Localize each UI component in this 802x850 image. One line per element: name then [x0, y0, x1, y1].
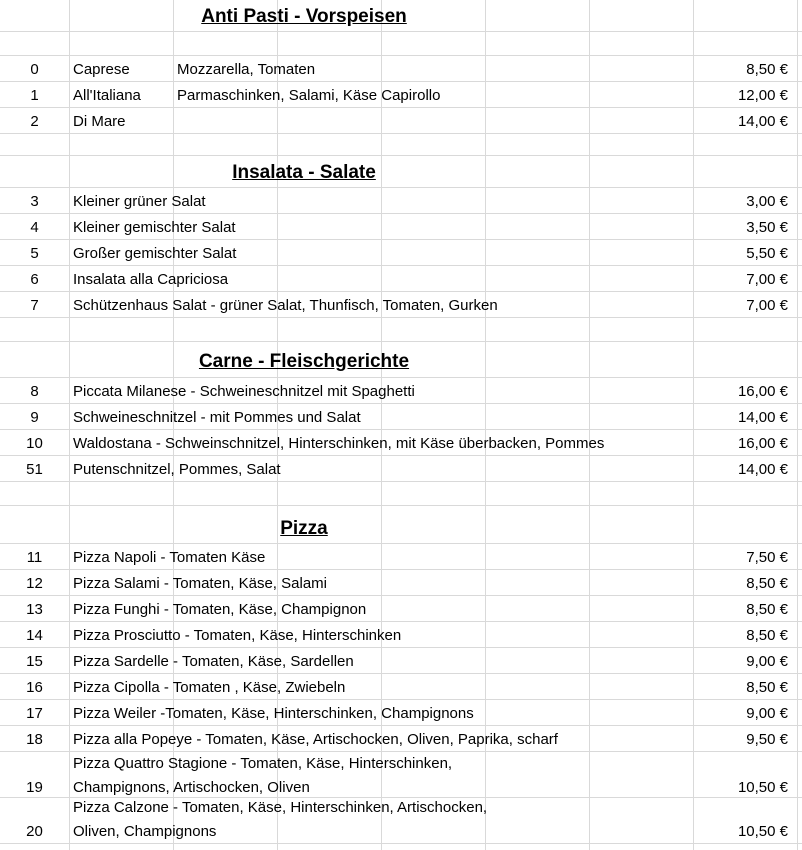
- item-price: 7,00 €: [746, 297, 788, 314]
- table-row: [0, 544, 802, 570]
- item-price: 10,50 €: [737, 779, 788, 796]
- item-price: 16,00 €: [737, 435, 788, 452]
- table-row: [0, 798, 802, 844]
- table-row: [0, 456, 802, 482]
- item-price: 3,50 €: [746, 219, 788, 236]
- item-description: Mozzarella, Tomaten: [177, 61, 316, 78]
- item-name: Pizza alla Popeye - Tomaten, Käse, Artischocken, Oliven, Paprika, scharf: [73, 731, 558, 748]
- item-price: 7,50 €: [746, 549, 788, 566]
- item-number: 3: [30, 193, 39, 210]
- table-row: [0, 82, 802, 108]
- table-row: [0, 188, 802, 214]
- item-number: 4: [30, 219, 39, 236]
- item-number: 15: [26, 653, 43, 670]
- item-name: Di Mare: [73, 113, 126, 130]
- item-name: Pizza Cipolla - Tomaten , Käse, Zwiebeln: [73, 679, 346, 696]
- section-title: Carne - Fleischgerichte: [198, 351, 410, 372]
- item-number: 11: [26, 549, 43, 566]
- table-row: [0, 596, 802, 622]
- item-name: Caprese: [73, 61, 130, 78]
- table-row: [0, 726, 802, 752]
- table-row: [0, 214, 802, 240]
- table-row: [0, 378, 802, 404]
- table-row: [0, 700, 802, 726]
- item-price: 14,00 €: [737, 113, 788, 130]
- item-number: 19: [26, 779, 43, 796]
- item-price: 12,00 €: [737, 87, 788, 104]
- empty-row: [0, 482, 802, 506]
- table-row: [0, 648, 802, 674]
- item-number: 51: [26, 461, 43, 478]
- section-heading-row: [0, 506, 802, 544]
- empty-row: [0, 134, 802, 156]
- item-name: Pizza Sardelle - Tomaten, Käse, Sardellen: [73, 653, 354, 670]
- item-name: Pizza Quattro Stagione - Tomaten, Käse, Hinterschinken,: [73, 755, 453, 772]
- section-heading-row: [0, 156, 802, 188]
- item-name: Piccata Milanese - Schweineschnitzel mit Spaghetti: [73, 383, 415, 400]
- item-number: 18: [26, 731, 43, 748]
- item-name: Pizza Prosciutto - Tomaten, Käse, Hinterschinken: [73, 627, 402, 644]
- section-heading-row: [0, 342, 802, 378]
- item-description: Parmaschinken, Salami, Käse Capirollo: [177, 87, 441, 104]
- item-price: 9,00 €: [746, 705, 788, 722]
- section-heading-row: [0, 0, 802, 32]
- item-name: Pizza Salami - Tomaten, Käse, Salami: [73, 575, 327, 592]
- item-name: Schützenhaus Salat - grüner Salat, Thunfisch, Tomaten, Gurken: [73, 297, 498, 314]
- item-price: 8,50 €: [746, 61, 788, 78]
- table-row: [0, 108, 802, 134]
- empty-row: [0, 318, 802, 342]
- item-price: 14,00 €: [737, 409, 788, 426]
- item-name: Kleiner gemischter Salat: [73, 219, 236, 236]
- table-row: [0, 752, 802, 798]
- item-price: 8,50 €: [746, 679, 788, 696]
- item-name: Pizza Calzone - Tomaten, Käse, Hinterschinken, Artischocken,: [73, 799, 488, 816]
- table-row: [0, 622, 802, 648]
- table-row: [0, 240, 802, 266]
- item-name: Pizza Weiler -Tomaten, Käse, Hinterschinken, Champignons: [73, 705, 474, 722]
- item-price: 3,00 €: [746, 193, 788, 210]
- item-number: 10: [26, 435, 43, 452]
- item-price: 14,00 €: [737, 461, 788, 478]
- item-price: 8,50 €: [746, 575, 788, 592]
- item-number: 8: [30, 383, 39, 400]
- item-name: Pizza Napoli - Tomaten Käse: [73, 549, 266, 566]
- item-price: 5,50 €: [746, 245, 788, 262]
- item-price: 9,50 €: [746, 731, 788, 748]
- item-number: 17: [26, 705, 43, 722]
- item-number: 14: [26, 627, 43, 644]
- table-row: [0, 56, 802, 82]
- item-name: Pizza Funghi - Tomaten, Käse, Champignon: [73, 601, 367, 618]
- item-price: 7,00 €: [746, 271, 788, 288]
- item-number: 9: [30, 409, 39, 426]
- table-row: [0, 570, 802, 596]
- item-number: 16: [26, 679, 43, 696]
- item-name-continued: Champignons, Artischocken, Oliven: [73, 779, 310, 796]
- table-row: [0, 266, 802, 292]
- item-number: 2: [30, 113, 39, 130]
- section-title: Anti Pasti - Vorspeisen: [201, 6, 407, 27]
- item-price: 9,00 €: [746, 653, 788, 670]
- item-price: 10,50 €: [737, 823, 788, 840]
- item-number: 0: [30, 61, 39, 78]
- item-number: 7: [30, 297, 39, 314]
- table-row: [0, 404, 802, 430]
- item-number: 5: [30, 245, 39, 262]
- item-name: Kleiner grüner Salat: [73, 193, 206, 210]
- table-row: [0, 292, 802, 318]
- item-price: 16,00 €: [737, 383, 788, 400]
- item-name: Großer gemischter Salat: [73, 245, 237, 262]
- item-number: 12: [26, 575, 43, 592]
- item-name: Waldostana - Schweinschnitzel, Hinterschinken, mit Käse überbacken, Pommes: [73, 435, 605, 452]
- item-price: 8,50 €: [746, 627, 788, 644]
- section-title: Insalata - Salate: [232, 162, 376, 183]
- table-row: [0, 430, 802, 456]
- empty-row: [0, 32, 802, 56]
- item-name: Insalata alla Capriciosa: [73, 271, 229, 288]
- table-row: [0, 674, 802, 700]
- item-number: 20: [26, 823, 43, 840]
- item-name: Schweineschnitzel - mit Pommes und Salat: [73, 409, 361, 426]
- item-number: 6: [30, 271, 39, 288]
- item-price: 8,50 €: [746, 601, 788, 618]
- item-name: Putenschnitzel, Pommes, Salat: [73, 461, 281, 478]
- item-name: All'Italiana: [73, 87, 141, 104]
- item-number: 1: [30, 87, 39, 104]
- item-number: 13: [26, 601, 43, 618]
- item-name-continued: Oliven, Champignons: [73, 823, 217, 840]
- section-title: Pizza: [280, 518, 328, 539]
